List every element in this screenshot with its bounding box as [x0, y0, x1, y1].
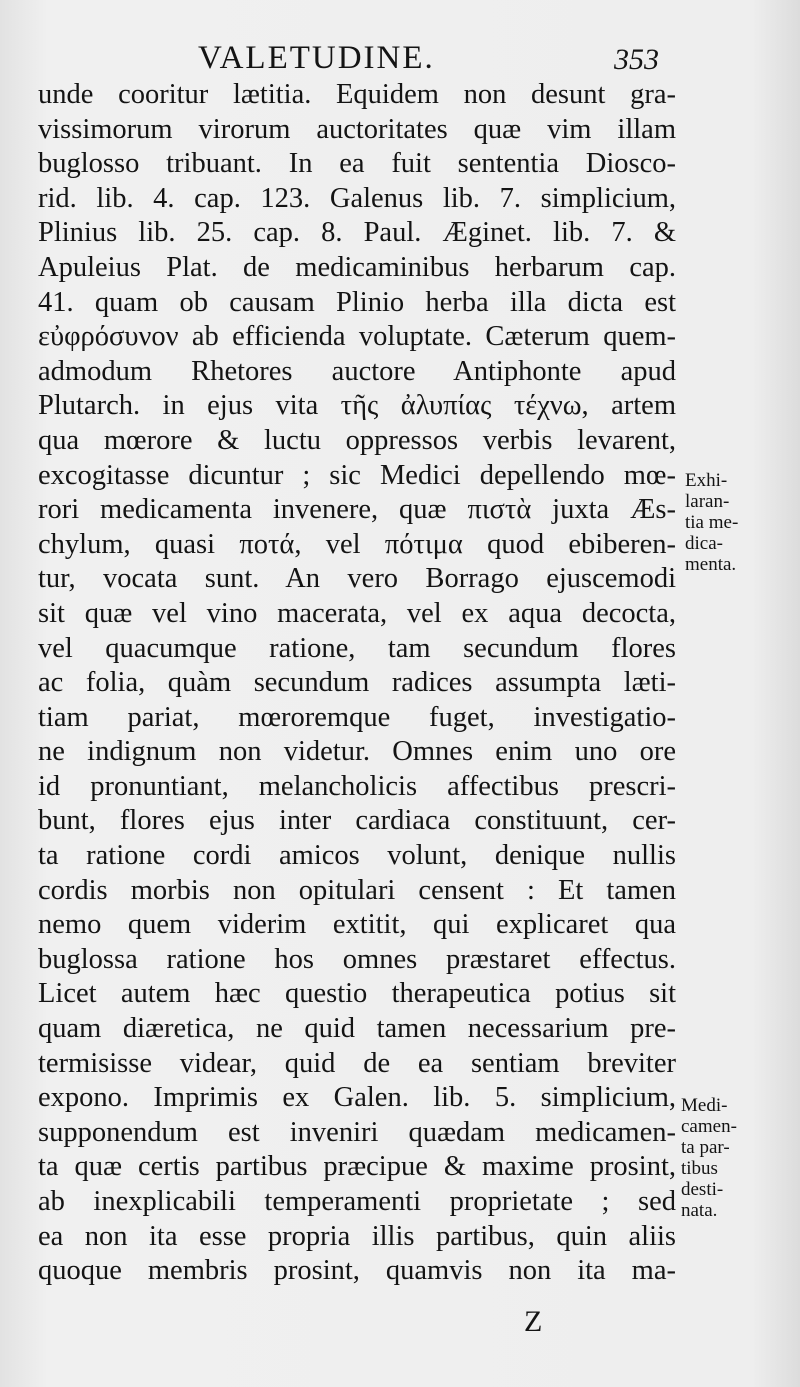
margin-note-line: Medi- — [681, 1095, 728, 1116]
signature-mark: Z — [524, 1305, 545, 1338]
text-line: tiam pariat, mœroremque fuget, investigatio- — [38, 701, 676, 733]
text-line: ta ratione cordi amicos volunt, denique nullis — [38, 840, 676, 872]
text-line: cordis morbis non opitulari censent : Et tamen — [38, 874, 676, 906]
margin-note-line: menta. — [685, 554, 737, 575]
margin-note-line: ta par- — [681, 1137, 730, 1158]
margin-note-line: dica- — [685, 533, 723, 554]
text-line: bunt, flores ejus inter cardiaca constituunt, cer- — [38, 805, 676, 837]
text-line: expono. Imprimis ex Galen. lib. 5. simplicium, — [38, 1082, 676, 1114]
text-line: Plinius lib. 25. cap. 8. Paul. Æginet. lib. 7. & — [38, 217, 676, 249]
text-line: excogitasse dicuntur ; sic Medici depellendo mœ- — [38, 459, 676, 491]
margin-note-line: laran- — [685, 491, 730, 512]
margin-note-line: camen- — [681, 1116, 737, 1137]
text-line: quoque membris prosint, quamvis non ita ma- — [38, 1255, 676, 1287]
text-line: ac folia, quàm secundum radices assumpta læti- — [38, 667, 676, 699]
body-text — [38, 78, 676, 1289]
text-line: buglosso tribuant. In ea fuit sententia Diosco- — [38, 148, 676, 180]
text-line: ea non ita esse propria illis partibus, quin aliis — [38, 1220, 676, 1252]
text-line: termisisse videar, quid de ea sentiam breviter — [38, 1047, 676, 1079]
text-line: vissimorum virorum auctoritates quæ vim illam — [38, 113, 676, 145]
page-number: 353 — [614, 43, 659, 76]
text-line: quam diæretica, ne quid tamen necessarium pre- — [38, 1013, 676, 1045]
text-line: Apuleius Plat. de medicaminibus herbarum cap. — [38, 251, 676, 283]
text-line: Licet autem hæc questio therapeutica potius sit — [38, 978, 676, 1010]
text-line: nemo quem viderim extitit, qui explicaret qua — [38, 909, 676, 941]
running-head-title: VALETUDINE. — [198, 40, 435, 76]
text-line: tur, vocata sunt. An vero Borrago ejuscemodi — [38, 563, 676, 595]
text-line: buglossa ratione hos omnes præstaret effectus. — [38, 943, 676, 975]
margin-note-line: desti- — [681, 1179, 724, 1200]
text-line: rid. lib. 4. cap. 123. Galenus lib. 7. simplicium, — [38, 182, 676, 214]
text-line: rori medicamenta invenere, quæ πιστὰ juxta Æs- — [38, 494, 676, 526]
text-line: vel quacumque ratione, tam secundum flores — [38, 632, 676, 664]
text-line: 41. quam ob causam Plinio herba illa dicta est — [38, 286, 676, 318]
running-head — [0, 38, 800, 78]
text-line: chylum, quasi ποτά, vel πότιμα quod ebiberen- — [38, 528, 676, 560]
text-line: sit quæ vel vino macerata, vel ex aqua decocta, — [38, 597, 676, 629]
margin-note-line: Exhi- — [685, 470, 728, 491]
margin-note-line: nata. — [681, 1200, 718, 1221]
margin-note-exhilarantia — [685, 470, 767, 575]
text-line: ta quæ certis partibus præcipue & maxime prosint, — [38, 1151, 676, 1183]
text-line: supponendum est inveniri quædam medicamen- — [38, 1116, 676, 1148]
text-line: εὐφρόσυνον ab efficienda voluptate. Cæterum quem- — [38, 321, 676, 353]
margin-note-line: tibus — [681, 1158, 718, 1179]
text-line: qua mœrore & luctu oppressos verbis levarent, — [38, 424, 676, 456]
margin-note-line: tia me- — [685, 512, 739, 533]
text-line: ne indignum non videtur. Omnes enim uno ore — [38, 736, 676, 768]
text-line: id pronuntiant, melancholicis affectibus prescri- — [38, 770, 676, 802]
text-line: admodum Rhetores auctore Antiphonte apud — [38, 355, 676, 387]
text-line: ab inexplicabili temperamenti proprietate ; sed — [38, 1186, 676, 1217]
text-line: unde cooritur lætitia. Equidem non desunt gra- — [38, 79, 676, 110]
margin-note-medicamenta — [681, 1095, 763, 1221]
text-line: Plutarch. in ejus vita τῆς ἀλυπίας τέχνω, artem — [38, 390, 676, 422]
